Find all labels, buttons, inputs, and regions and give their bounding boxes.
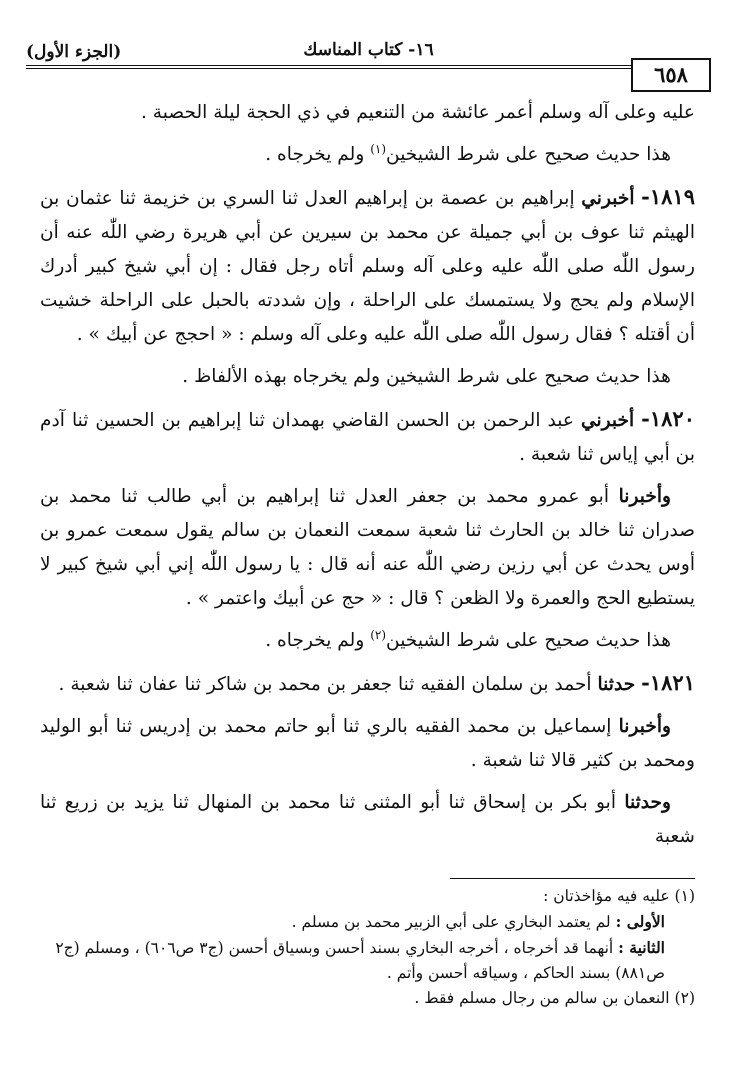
- note-text: هذا حديث صحيح على شرط الشيخين: [386, 144, 671, 165]
- page-number: ٦٥٨: [631, 58, 711, 92]
- point-label: الثانية :: [618, 938, 665, 957]
- narration-lead: أخبرني: [580, 410, 635, 431]
- point-label: الأولى :: [615, 912, 665, 931]
- narration-lead: وأخبرنا: [618, 486, 671, 507]
- hadith-text: أبو عمرو محمد بن جعفر العدل ثنا إبراهيم بن أبي طالب ثنا محمد بن صدران ثنا خالد بن الحارث ثنا شعبة سمعت النعمان بن سالم يقول سمعت عمرو بن أوس يحدث عن أبي رزين رضي اللّٰه عنه أنه قال : يا رسول اللّٰه إني أبي شيخ كبير لا يستطيع الحج والعمرة ولا الظعن ؟ قال : « حج عن أبيك واعتمر » .: [40, 486, 695, 609]
- hadith-1821: [40, 666, 695, 702]
- footnote-text: النعمان بن سالم من رجال مسلم فقط .: [414, 989, 675, 1007]
- footnote-marker: (١): [674, 887, 695, 905]
- point-text: أنهما قد أخرجاه ، أخرجه البخاري بسند أحسن وبسياق أحسن (ج٣ ص٦٠٦) ، ومسلم (ج٢ ص٨٨١) بسند الحاكم ، وسياقه أحسن وأتم .: [55, 939, 665, 982]
- hadith-1820: [40, 402, 695, 472]
- paragraph-continuation: عليه وعلى آله وسلم أعمر عائشة من التنعيم في ذي الحجة ليلة الحصبة .: [140, 102, 695, 123]
- footnote-ref-1[interactable]: (١): [370, 141, 387, 156]
- narration-lead: وحدثنا: [624, 792, 671, 813]
- footnote-1: [40, 884, 695, 909]
- authenticity-note-2: هذا حديث صحيح على شرط الشيخين ولم يخرجاه بهذه الألفاظ .: [182, 366, 671, 387]
- narration-lead: حدثنا: [597, 674, 636, 695]
- hadith-number: ١٨٢٠-: [641, 406, 695, 431]
- footnote-text: عليه فيه مؤاخذتان :: [543, 887, 675, 905]
- header-rule: [26, 65, 631, 69]
- note-text: هذا حديث صحيح على شرط الشيخين: [386, 630, 671, 651]
- footnote-1-second-point: [40, 935, 695, 986]
- authenticity-note-1: [40, 138, 695, 172]
- note-text: ولم يخرجاه .: [265, 630, 371, 651]
- hadith-text: إسماعيل بن محمد الفقيه بالري ثنا أبو حاتم محمد بن إدريس ثنا أبو الوليد ومحمد بن كثير قالا ثنا شعبة .: [40, 716, 695, 771]
- hadith-text: إبراهيم بن عصمة بن إبراهيم العدل ثنا السري بن خزيمة ثنا عثمان بن الهيثم ثنا عوف بن أبي جميلة عن محمد بن سيرين عن أبي هريرة رضي اللّٰه عنه أن رسول اللّٰه صلى اللّٰه عليه وعلى آله وسلم أتاه رجل فقال : إن أبي شيخ كبير أدرك الإسلام ولم يحج ولا يستمسك على الراحلة ، وإن شددته بالحبل على الراحلة خشيت أن أقتله ؟ فقال رسول اللّٰه صلى اللّٰه عليه وعلى آله وسلم : « احجج عن أبيك » .: [40, 188, 695, 345]
- narration-lead: أخبرني: [581, 188, 635, 209]
- chapter-title: ١٦- كتاب المناسك: [303, 40, 434, 60]
- hadith-text: عبد الرحمن بن الحسن القاضي بهمدان ثنا إبراهيم بن الحسين ثنا آدم بن أبي إياس ثنا شعبة .: [40, 410, 695, 465]
- footnote-1-first-point: [40, 909, 695, 935]
- note-text: ولم يخرجاه .: [265, 144, 371, 165]
- footnotes: [40, 884, 695, 1011]
- volume-label: (الجزء الأول): [26, 42, 122, 62]
- narration-lead: وأخبرنا: [618, 716, 671, 737]
- page-header: [26, 38, 711, 87]
- chain-continuation: [40, 710, 695, 778]
- footnote-divider: [450, 878, 695, 879]
- footnote-marker: (٢): [674, 989, 695, 1007]
- authenticity-note-3: [40, 624, 695, 658]
- point-text: لم يعتمد البخاري على أبي الزبير محمد بن مسلم .: [291, 913, 616, 931]
- footnote-2: [40, 986, 695, 1011]
- chain-continuation: [40, 786, 695, 854]
- hadith-text: أبو بكر بن إسحاق ثنا أبو المثنى ثنا محمد بن المنهال ثنا يزيد بن زريع ثنا شعبة: [40, 792, 695, 847]
- hadith-number: ١٨١٩-: [641, 184, 695, 209]
- page-body: [40, 96, 695, 862]
- hadith-text: أحمد بن سلمان الفقيه ثنا جعفر بن محمد بن شاكر ثنا عفان ثنا شعبة .: [58, 674, 598, 695]
- footnote-ref-2[interactable]: (٢): [370, 627, 387, 642]
- chain-continuation: [40, 480, 695, 616]
- hadith-number: ١٨٢١-: [641, 670, 695, 695]
- hadith-1819: [40, 180, 695, 352]
